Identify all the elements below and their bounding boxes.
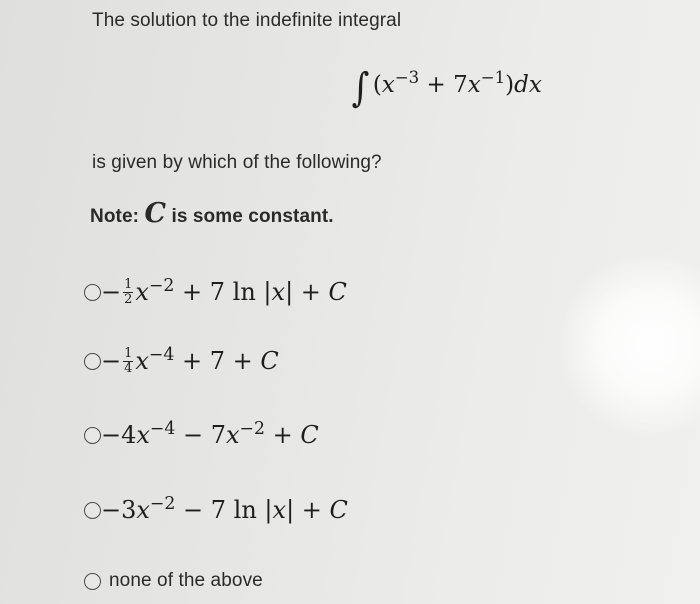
integral-sign: ∫ [351, 65, 370, 111]
answer-option-1[interactable] [84, 275, 347, 308]
radio-button[interactable] [84, 573, 101, 590]
answer-option-4[interactable] [84, 493, 348, 524]
answer-option-3[interactable] [84, 418, 319, 449]
question-prompt: is given by which of the following? [92, 152, 382, 173]
light-glare [560, 250, 700, 440]
option-5-label: none of the above [109, 570, 263, 591]
fraction: $\frac{1}{2}$ [124, 277, 133, 307]
option-1-expression: − $\frac{1}{2}$ $x^{-2} + 7$ ln |x| + C [101, 275, 347, 307]
note-label: Note: [90, 206, 140, 227]
radio-button[interactable] [84, 353, 101, 370]
answer-option-2[interactable] [84, 344, 279, 377]
radio-button[interactable] [84, 284, 101, 301]
option-3-expression: $-4x^{-4} - 7x^{-2} + C$ [101, 418, 319, 449]
integral-expression: ∫ $(x^{-3} + 7x^{-1})dx$ [351, 65, 542, 111]
note-constant: C [144, 198, 167, 229]
note-text: is some constant. [171, 206, 334, 227]
fraction: $\frac{1}{4}$ [124, 346, 133, 376]
radio-button[interactable] [84, 427, 101, 444]
question-intro: The solution to the indefinite integral [92, 10, 402, 31]
option-4-expression: $-3x^{-2} - 7$ ln |x| + C [101, 493, 348, 524]
option-2-expression: − $\frac{1}{4}$ $x^{-4} + 7 + C$ [101, 344, 279, 376]
radio-button[interactable] [84, 502, 101, 519]
answer-option-5[interactable] [84, 570, 263, 592]
note-line [90, 198, 334, 229]
